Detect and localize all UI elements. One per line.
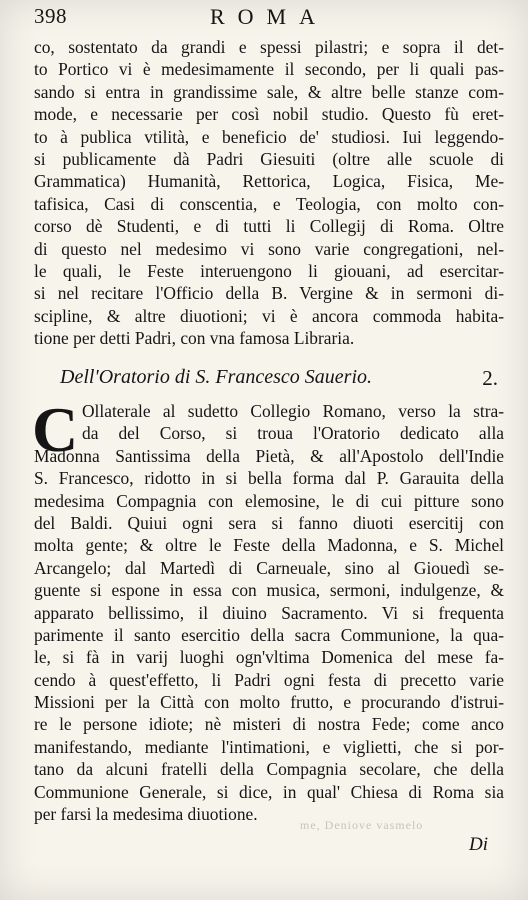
section-heading xyxy=(60,366,504,392)
paragraph-oratorio xyxy=(32,394,504,825)
text-line: Ollaterale al sudetto Collegio Romano, verso la stra- xyxy=(82,401,504,421)
text-line: parimente il santo esercitio della sacra Communione, la qua- xyxy=(34,624,504,645)
text-line: le quali, le Feste interuengono li giouani, ad esercitar- xyxy=(34,260,504,281)
text-line: mode, e necessarie per così nobil studio. Questo fù eret- xyxy=(34,104,504,125)
text-line: di questo nel medesimo vi sono varie congregationi, nel- xyxy=(34,238,504,259)
text-line: guente si espone in essa con musica, sermoni, indulgenze, & xyxy=(34,580,504,601)
section-number: 2. xyxy=(482,366,498,390)
catchword: Di xyxy=(469,834,488,855)
text-line: tafisica, Casi di conscentia, e Teologia, con molto con- xyxy=(34,193,504,214)
text-line: da del Corso, si troua l'Oratorio dedicato alla xyxy=(82,423,504,444)
text-line: si publicamente dà Padri Giesuiti (oltre alle scuole di xyxy=(34,148,504,169)
text-line: to Portico vi è medesimamente il secondo, per li quali pas- xyxy=(34,59,504,80)
text-line: del Baldi. Quiui ogni sera si fanno diuoti esercitij con xyxy=(34,512,504,533)
text-line: apparato bellissimo, il diuino Sacramento. Vi si frequenta xyxy=(34,602,504,623)
text-line: le, si fà in varij luoghi ogn'vltima Domenica del mese fa- xyxy=(34,647,504,668)
text-line: Madonna Santissima della Pietà, & all'Apostolo dell'Indie xyxy=(34,445,504,466)
running-head: ROMA xyxy=(209,4,328,29)
text-line: to à publica vtilità, e beneficio de' studiosi. Iui leggendo- xyxy=(34,126,504,147)
text-line: Arcangelo; dal Martedì di Carneuale, sino al Giouedì se- xyxy=(34,557,504,578)
text-line: tano da alcuni fratelli della Compagnia secolare, che della xyxy=(34,759,504,780)
text-line: manifestando, mediante l'intimationi, e viglietti, che si por- xyxy=(34,736,504,757)
text-line: corso dè Studenti, e di tutti li Collegij di Roma. Oltre xyxy=(34,216,504,237)
text-line: re le persone idiote; nè misteri di nostra Fede; come anco xyxy=(34,714,504,735)
text-line: cendo à quest'effetto, li Padri ogni festa di precetto varie xyxy=(34,669,504,690)
text-line: sando si entra in grandissime sale, & altre belle stanze com- xyxy=(34,81,504,102)
page-header xyxy=(0,4,528,30)
text-line: per farsi la medesima diuotione. xyxy=(34,804,258,825)
text-line: Communione Generale, si dice, in qual' Chiesa di Roma sia xyxy=(34,781,504,802)
text-line: tione per detti Padri, con vna famosa Libraria. xyxy=(34,328,355,349)
text-line: medesima Compagnia con elemosine, le di cui pitture sono xyxy=(34,490,504,511)
text-line: S. Francesco, ridotto in si bella forma dal P. Garauita della xyxy=(34,468,504,489)
text-line: co, sostentato da grandi e spessi pilastri; e sopra il det- xyxy=(34,37,504,57)
text-line: Missioni per la Città con molto frutto, e procurando d'istrui- xyxy=(34,692,504,713)
text-line: Grammatica) Humanità, Rettorica, Logica, Fisica, Me- xyxy=(34,171,504,192)
paragraph-collegio-romano xyxy=(34,36,504,349)
section-title: Dell'Oratorio di S. Francesco Sauerio. xyxy=(60,366,373,388)
text-line: molta gente; & oltre le Feste della Madonna, e S. Michel xyxy=(34,535,504,556)
text-line: si nel recitare l'Officio della B. Vergine & in sermoni di- xyxy=(34,283,504,304)
bleed-through-text: me, Deniove vasmelo xyxy=(300,818,424,832)
text-line: scipline, & altre diuotioni; vi è ancora commoda habita- xyxy=(34,305,504,326)
drop-cap: C xyxy=(32,394,79,465)
page-number: 398 xyxy=(34,4,67,28)
